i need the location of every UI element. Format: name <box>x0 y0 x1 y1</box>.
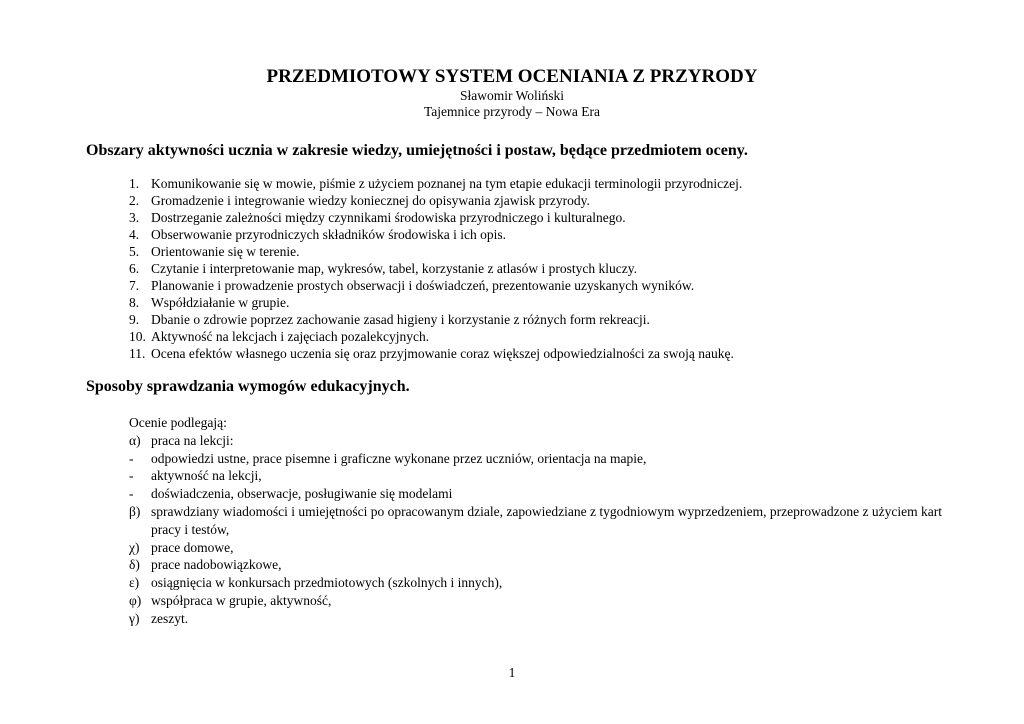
list-item-text: Współdziałanie w grupie. <box>151 295 290 310</box>
list-item-text: praca na lekcji: <box>151 432 234 448</box>
list-item-marker: δ) <box>129 557 140 573</box>
list-item <box>129 574 949 592</box>
list-item-marker: α) <box>129 432 141 448</box>
list-item-text: Ocena efektów własnego uczenia się oraz przyjmowanie coraz większej odpowiedzialności za swoją naukę. <box>151 346 734 361</box>
list-item <box>129 192 742 209</box>
list-item <box>129 311 742 328</box>
list-item-marker: - <box>129 486 134 502</box>
list-item-text: sprawdziany wiadomości i umiejętności po opracowanym dziale, zapowiedziane z tygodniowym wyprzedzeniem, przeprowadzone z użyciem kart pracy i testów, <box>151 503 942 537</box>
author-name: Sławomir Woliński <box>459 88 565 103</box>
list-item-marker: γ) <box>129 610 140 626</box>
list-item-marker: - <box>129 468 134 484</box>
list-item <box>129 294 742 311</box>
list-item <box>129 592 949 610</box>
list-item-number: 7. <box>129 278 140 293</box>
list-item-marker: φ) <box>129 592 142 608</box>
page-number: 1 <box>508 665 516 680</box>
list-item <box>129 556 949 574</box>
list-item-text: Obserwowanie przyrodniczych składników środowiska i ich opis. <box>151 227 507 242</box>
list-item <box>129 277 742 294</box>
list-item <box>129 328 742 345</box>
list-item <box>129 485 949 503</box>
document-title: PRZEDMIOTOWY SYSTEM OCENIANIA Z PRZYRODY <box>266 66 758 87</box>
list-item-text: Dbanie o zdrowie poprzez zachowanie zasad higieny i korzystanie z różnych form rekreacji. <box>151 312 650 327</box>
list-item-marker: β) <box>129 503 141 519</box>
list-item <box>129 503 949 539</box>
textbook-name: Tajemnice przyrody – Nowa Era <box>424 104 600 119</box>
list-item-marker: ε) <box>129 575 140 591</box>
assessment-intro: Ocenie podlegają: <box>129 415 227 430</box>
list-item-text: Orientowanie się w terenie. <box>151 244 300 259</box>
list-item <box>129 260 742 277</box>
list-item-marker: χ) <box>129 539 140 555</box>
list-item-text: Aktywność na lekcjach i zajęciach pozalekcyjnych. <box>151 329 430 344</box>
list-item-number: 8. <box>129 295 140 310</box>
list-item <box>129 209 742 226</box>
list-item-number: 2. <box>129 193 140 208</box>
list-item <box>129 175 742 192</box>
list-item <box>129 345 742 362</box>
list-item-number: 11. <box>129 346 146 361</box>
list-item-text: doświadczenia, obserwacje, posługiwanie się modelami <box>151 486 453 502</box>
list-item <box>129 610 949 628</box>
list-item <box>129 432 949 450</box>
list-item-text: aktywność na lekcji, <box>151 468 262 484</box>
list-item-number: 10. <box>129 329 146 344</box>
list-item-number: 3. <box>129 210 140 225</box>
list-item-text: Planowanie i prowadzenie prostych obserwacji i doświadczeń, prezentowanie uzyskanych wyników. <box>151 278 695 293</box>
list-item <box>129 467 949 485</box>
section-heading-activity-areas: Obszary aktywności ucznia w zakresie wiedzy, umiejętności i postaw, będące przedmiotem oceny. <box>86 142 748 159</box>
section-heading-assessment-methods: Sposoby sprawdzania wymogów edukacyjnych. <box>86 378 410 395</box>
list-item-text: odpowiedzi ustne, prace pisemne i graficzne wykonane przez uczniów, orientacja na mapie, <box>151 450 647 466</box>
list-item-number: 9. <box>129 312 140 327</box>
list-item-text: zeszyt. <box>151 610 189 626</box>
list-item-text: współpraca w grupie, aktywność, <box>151 592 332 608</box>
list-item-text: Komunikowanie się w mowie, piśmie z użyciem poznanej na tym etapie edukacji terminologii przyrodniczej. <box>151 176 743 191</box>
list-item-text: osiągnięcia w konkursach przedmiotowych (szkolnych i innych), <box>151 575 503 591</box>
list-item-text: Gromadzenie i integrowanie wiedzy koniecznej do opisywania zjawisk przyrody. <box>151 193 590 208</box>
list-item <box>129 539 949 557</box>
list-item-text: prace nadobowiązkowe, <box>151 557 282 573</box>
list-item-number: 1. <box>129 176 140 191</box>
list-item-number: 6. <box>129 261 140 276</box>
list-item <box>129 226 742 243</box>
list-item-number: 4. <box>129 227 140 242</box>
list-item <box>129 243 742 260</box>
list-item-text: prace domowe, <box>151 539 234 555</box>
list-item-text: Dostrzeganie zależności między czynnikami środowiska przyrodniczego i kulturalnego. <box>151 210 626 225</box>
list-item-text: Czytanie i interpretowanie map, wykresów, tabel, korzystanie z atlasów i prostych kluczy. <box>151 261 637 276</box>
list-item <box>129 450 949 468</box>
list-item-number: 5. <box>129 244 140 259</box>
list-item-marker: - <box>129 450 134 466</box>
assessment-list <box>129 414 949 628</box>
activity-areas-list <box>129 175 742 362</box>
